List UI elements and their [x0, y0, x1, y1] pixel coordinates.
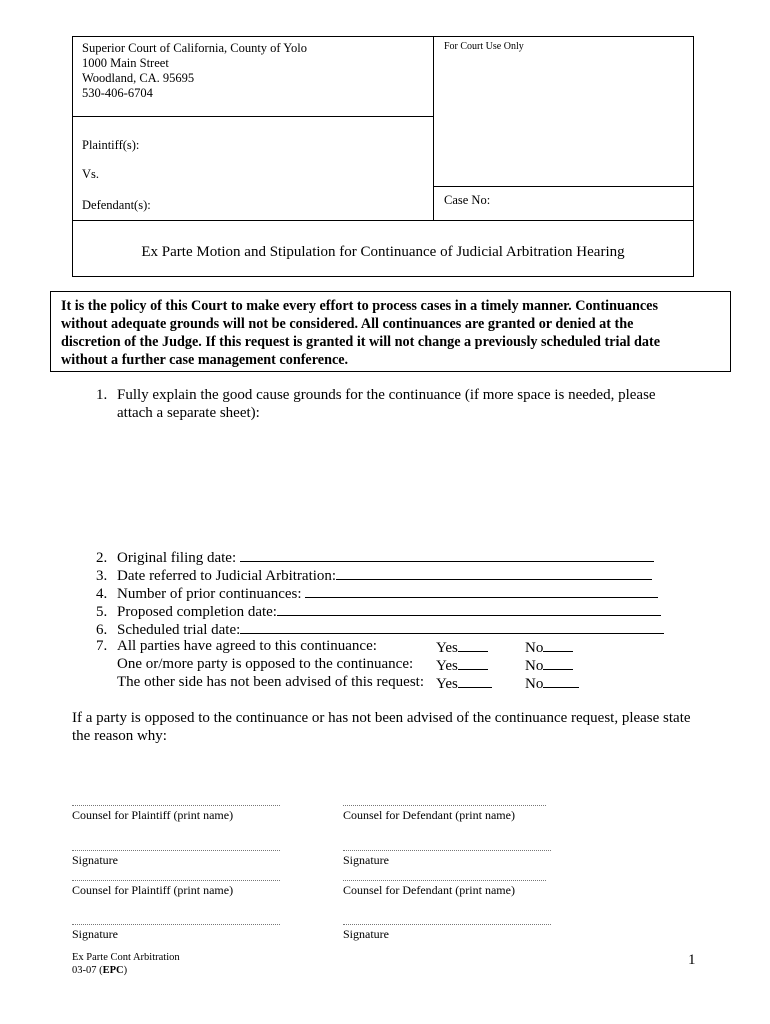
- item-4-text: Number of prior continuances:: [117, 586, 302, 602]
- policy-line: without adequate grounds will not be considered. All continuances are granted or denied at the: [61, 316, 634, 332]
- form-code-close: ): [123, 965, 128, 976]
- item-number: 1.: [96, 387, 108, 403]
- good-cause-answer-area[interactable]: [117, 426, 677, 536]
- item-2-text: Original filing date:: [117, 550, 237, 566]
- court-use-label: For Court Use Only: [444, 41, 524, 52]
- page-number: 1: [688, 952, 696, 968]
- reason-answer-area[interactable]: [72, 748, 692, 798]
- proposed-completion-date-field[interactable]: [277, 601, 661, 616]
- defendant-counsel-label: Counsel for Defendant (print name): [343, 883, 515, 897]
- defendant-label: Defendant(s):: [82, 198, 151, 212]
- not-advised-no-option[interactable]: [525, 673, 579, 693]
- signature-label: Signature: [343, 927, 389, 941]
- signature-label: Signature: [72, 853, 118, 867]
- caption-table-divider: [72, 220, 694, 221]
- signature-label: Signature: [72, 927, 118, 941]
- court-phone: 530-406-6704: [82, 86, 153, 100]
- no-label: No: [525, 640, 544, 656]
- yes-blank: [458, 655, 488, 670]
- no-blank: [543, 637, 573, 652]
- item-number: 6.: [96, 622, 108, 638]
- defendant-signature-line[interactable]: [343, 924, 551, 925]
- yes-label: Yes: [436, 658, 458, 674]
- plaintiff-signature-line[interactable]: [72, 924, 280, 925]
- reason-prompt-line: If a party is opposed to the continuance or has not been advised of the continuance request, please state: [72, 710, 691, 726]
- caption-table-divider: [433, 186, 694, 187]
- item-3: [96, 565, 652, 585]
- signature-label: Signature: [343, 853, 389, 867]
- plaintiff-counsel-name-line[interactable]: [72, 805, 280, 806]
- item-1-text-cont: attach a separate sheet):: [117, 405, 260, 421]
- plaintiff-signature-line[interactable]: [72, 850, 280, 851]
- form-code: [72, 964, 180, 977]
- court-city: Woodland, CA. 95695: [82, 71, 195, 85]
- court-address: [82, 41, 307, 101]
- date-referred-field[interactable]: [336, 565, 652, 580]
- policy-line: without a further case management conference.: [61, 352, 349, 368]
- no-blank: [543, 655, 573, 670]
- item-number: 5.: [96, 604, 108, 620]
- yes-blank: [458, 637, 488, 652]
- form-code-date: 03-07 (: [72, 965, 103, 976]
- yes-blank: [458, 673, 492, 688]
- item-number: 3.: [96, 568, 108, 584]
- no-blank: [543, 673, 579, 688]
- agreed-yes-option[interactable]: [436, 637, 488, 657]
- caption-table-divider: [433, 36, 434, 221]
- item-1-text: Fully explain the good cause grounds for the continuance (if more space is needed, please: [117, 387, 656, 403]
- item-number: 2.: [96, 550, 108, 566]
- prior-continuances-field[interactable]: [305, 583, 658, 598]
- item-3-text: Date referred to Judicial Arbitration:: [117, 568, 337, 584]
- item-5-text: Proposed completion date:: [117, 604, 277, 620]
- vs-label: Vs.: [82, 167, 100, 181]
- scheduled-trial-date-field[interactable]: [240, 619, 664, 634]
- item-6: [96, 619, 664, 639]
- not-advised-yes-option[interactable]: [436, 673, 492, 693]
- item-7b-text: One or/more party is opposed to the continuance:: [117, 656, 414, 672]
- opposed-no-option[interactable]: [525, 655, 573, 675]
- item-7: [96, 637, 377, 655]
- item-7-text: All parties have agreed to this continuance:: [117, 638, 377, 654]
- defendant-counsel-name-line[interactable]: [343, 880, 546, 881]
- court-street: 1000 Main Street: [82, 56, 169, 70]
- policy-notice: [50, 291, 731, 372]
- plaintiff-label: Plaintiff(s):: [82, 138, 140, 152]
- case-no-label: Case No:: [444, 193, 491, 207]
- plaintiff-counsel-label: Counsel for Plaintiff (print name): [72, 808, 234, 822]
- plaintiff-counsel-label: Counsel for Plaintiff (print name): [72, 883, 234, 897]
- defendant-counsel-name-line[interactable]: [343, 805, 546, 806]
- opposed-yes-option[interactable]: [436, 655, 488, 675]
- no-label: No: [525, 676, 544, 692]
- plaintiff-counsel-name-line[interactable]: [72, 880, 280, 881]
- court-name: Superior Court of California, County of Yolo: [82, 41, 307, 55]
- item-number: 7.: [96, 638, 108, 654]
- item-1: [96, 386, 656, 404]
- item-6-text: Scheduled trial date:: [117, 622, 241, 638]
- yes-label: Yes: [436, 640, 458, 656]
- caption-table-divider: [72, 116, 434, 117]
- policy-line: It is the policy of this Court to make every effort to process cases in a timely manner. Continuances: [61, 298, 658, 314]
- policy-line: discretion of the Judge. If this request is granted it will not change a previously scheduled trial date: [61, 334, 661, 350]
- form-title: Ex Parte Motion and Stipulation for Continuance of Judicial Arbitration Hearing: [141, 244, 625, 260]
- reason-prompt-line: the reason why:: [72, 728, 167, 744]
- item-5: [96, 601, 661, 621]
- no-label: No: [525, 658, 544, 674]
- item-2: [96, 547, 654, 567]
- form-footer: [72, 951, 180, 977]
- agreed-no-option[interactable]: [525, 637, 573, 657]
- defendant-signature-line[interactable]: [343, 850, 551, 851]
- form-code-id: EPC: [102, 965, 124, 976]
- item-number: 4.: [96, 586, 108, 602]
- item-4: [96, 583, 658, 603]
- item-7c-text: The other side has not been advised of this request:: [117, 674, 425, 690]
- form-name: Ex Parte Cont Arbitration: [72, 952, 180, 963]
- yes-label: Yes: [436, 676, 458, 692]
- original-filing-date-field[interactable]: [240, 547, 654, 562]
- defendant-counsel-label: Counsel for Defendant (print name): [343, 808, 515, 822]
